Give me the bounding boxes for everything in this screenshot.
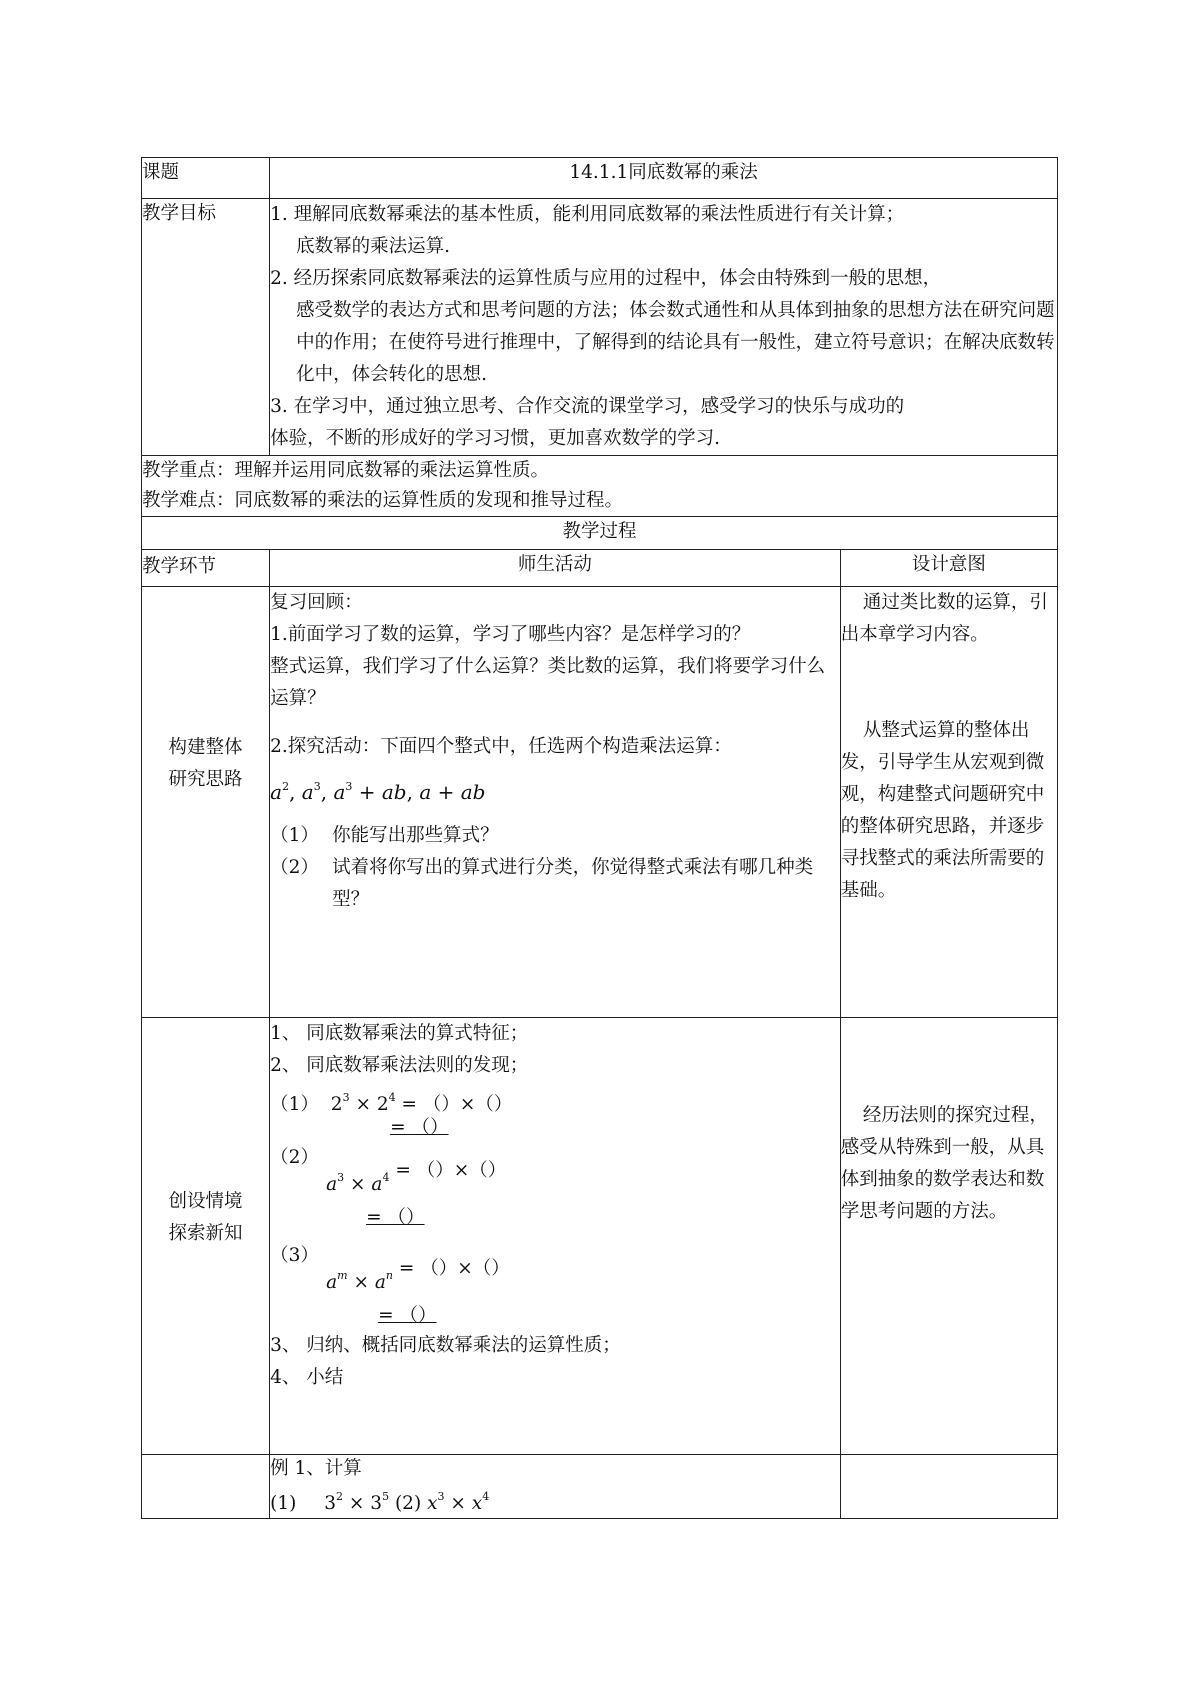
column-stage: 教学环节 — [142, 550, 270, 587]
step-item-3: 3、 归纳、概括同底数幂乘法的运算性质； — [270, 1335, 621, 1356]
exercise-2-number: （2） — [270, 1147, 319, 1168]
title-row — [142, 158, 1058, 199]
sub-question-2-text: 试着将你写出的算式进行分类，你觉得整式乘法有哪几种类型？ — [332, 857, 814, 910]
objective-2-rest: 感受数学的表达方式和思考问题的方法；体会数式通性和从具体到抽象的思想方法在研究问题中的作用；在使符号进行推理中，了解得到的结论具有一般性，建立符号意识；在解决底数转化中，体会转化的思想. — [296, 300, 1055, 385]
exercise-2-result — [270, 1202, 840, 1232]
exercise-3-result — [270, 1300, 840, 1330]
section-2-stage-line1: 创设情境 — [168, 1191, 243, 1212]
objective-1-first: 1. 理解同底数幂乘法的基本性质，能利用同底数幂的乘法性质进行有关计算； — [270, 204, 905, 225]
exercise-3-result-blank: = （） — [378, 1305, 437, 1326]
section-1-stage-line1: 构建整体 — [168, 737, 243, 758]
sub-question-1-text: 你能写出那些算式？ — [332, 825, 499, 846]
objectives-label: 教学目标 — [142, 199, 270, 456]
process-header-row — [142, 517, 1058, 550]
sub-question-1 — [270, 820, 840, 852]
exercise-1 — [270, 1082, 840, 1115]
process-header: 教学过程 — [142, 517, 1058, 550]
section-1-intent-1: 通过类比数的运算，引出本章学习内容。 — [840, 592, 1048, 645]
column-intent: 设计意图 — [840, 550, 1057, 587]
exercise-3-expression: $a^m \times a^n$ — [326, 1269, 393, 1293]
section-3-activity — [270, 1455, 841, 1519]
objective-3-first: 3. 在学习中，通过独立思考、合作交流的课堂学习，感受学习的快乐与成功的 — [270, 396, 905, 417]
title-label: 课题 — [142, 158, 270, 199]
key-points-row — [142, 456, 1058, 517]
review-question-1b: 整式运算，我们学习了什么运算？类比数的运算，我们将要学习什么运算？ — [270, 656, 826, 709]
example-1-title: 例 1、计算 — [270, 1458, 362, 1479]
exercise-3-number: （3） — [270, 1245, 319, 1266]
exercise-1-blanks: = （）×（） — [401, 1094, 513, 1115]
step-item-2: 2、 同底数幂乘法法则的发现； — [270, 1055, 529, 1076]
review-question-1: 1.前面学习了数的运算，学习了哪些内容？是怎样学习的？ — [270, 624, 751, 645]
section-1-intent — [840, 587, 1057, 1018]
lesson-plan-table — [141, 157, 1058, 1519]
objective-3-rest: 体验，不断的形成好的学习习惯，更加喜欢数学的学习. — [270, 428, 721, 449]
exercise-1-expression: $2^3 \times 2^4$ — [330, 1091, 396, 1115]
review-label: 复习回顾： — [270, 592, 363, 613]
example-1-number-1: (1) — [270, 1493, 297, 1514]
example-1-problems — [270, 1483, 840, 1518]
exercise-2-expression: $a^3 \times a^4$ — [326, 1171, 390, 1195]
column-header-row — [142, 550, 1058, 587]
section-1-row — [142, 587, 1058, 1018]
section-1-stage-line2: 研究思路 — [168, 769, 243, 790]
objectives-row — [142, 199, 1058, 456]
objective-1-rest: 底数幂的乘法运算. — [296, 236, 451, 257]
sub-question-2 — [270, 852, 840, 916]
step-item-4: 4、 小结 — [270, 1367, 344, 1388]
sub-question-1-number: （1） — [270, 825, 319, 846]
section-2-stage-line2: 探索新知 — [168, 1223, 243, 1244]
explore-activity: 2.探究活动：下面四个整式中，任选两个构造乘法运算： — [270, 736, 732, 757]
section-3-intent — [840, 1455, 1057, 1519]
objective-2-first: 2. 经历探索同底数幂乘法的运算性质与应用的过程中，体会由特殊到一般的思想， — [270, 268, 942, 289]
section-2-stage — [142, 1018, 270, 1455]
example-1-expression-2: $x^3 \times x^4$ — [427, 1490, 490, 1514]
section-2-row — [142, 1018, 1058, 1455]
example-1-expression-1: $3^2 \times 3^5$ — [324, 1490, 390, 1514]
lesson-title: 14.1.1同底数幂的乘法 — [270, 158, 1058, 199]
exercise-2-result-blank: = （） — [366, 1207, 425, 1228]
sub-question-2-number: （2） — [270, 857, 319, 878]
section-1-intent-2: 从整式运算的整体出发，引导学生从宏观到微观，构建整式问题研究中的整体研究思路，并逐步寻找整式的乘法所需要的基础。 — [840, 720, 1045, 901]
exercise-3-blanks: = （）×（） — [398, 1258, 510, 1279]
example-1-number-2: (2) — [394, 1493, 422, 1514]
section-3-row — [142, 1455, 1058, 1519]
exercise-2-line — [270, 1148, 840, 1195]
exercise-2-blanks: = （）×（） — [395, 1160, 507, 1181]
column-activity: 师生活动 — [270, 550, 841, 587]
key-points: 教学重点：理解并运用同底数幂的乘法运算性质。 — [142, 460, 550, 481]
exercise-1-number: （1） — [270, 1094, 319, 1115]
section-2-intent: 经历法则的探究过程，感受从特殊到一般，从具体到抽象的数学表达和数学思考问题的方法。 — [840, 1018, 1057, 1455]
section-1-activity — [270, 587, 841, 1018]
exercise-3-line — [270, 1246, 840, 1293]
step-item-1: 1、 同底数幂乘法的算式特征； — [270, 1023, 529, 1044]
exercise-1-result-blank: = （） — [390, 1117, 449, 1138]
exercise-1-result — [270, 1112, 840, 1142]
section-1-stage — [142, 587, 270, 1018]
polynomial-list: $a^2$, $a^3$, $a^3$ + ab, a + ab — [270, 780, 486, 804]
section-3-stage — [142, 1455, 270, 1519]
difficulties: 教学难点：同底数幂的乘法的运算性质的发现和推导过程。 — [142, 490, 624, 511]
key-points-cell — [142, 456, 1058, 517]
objectives-content — [270, 199, 1058, 456]
section-2-activity — [270, 1018, 841, 1455]
